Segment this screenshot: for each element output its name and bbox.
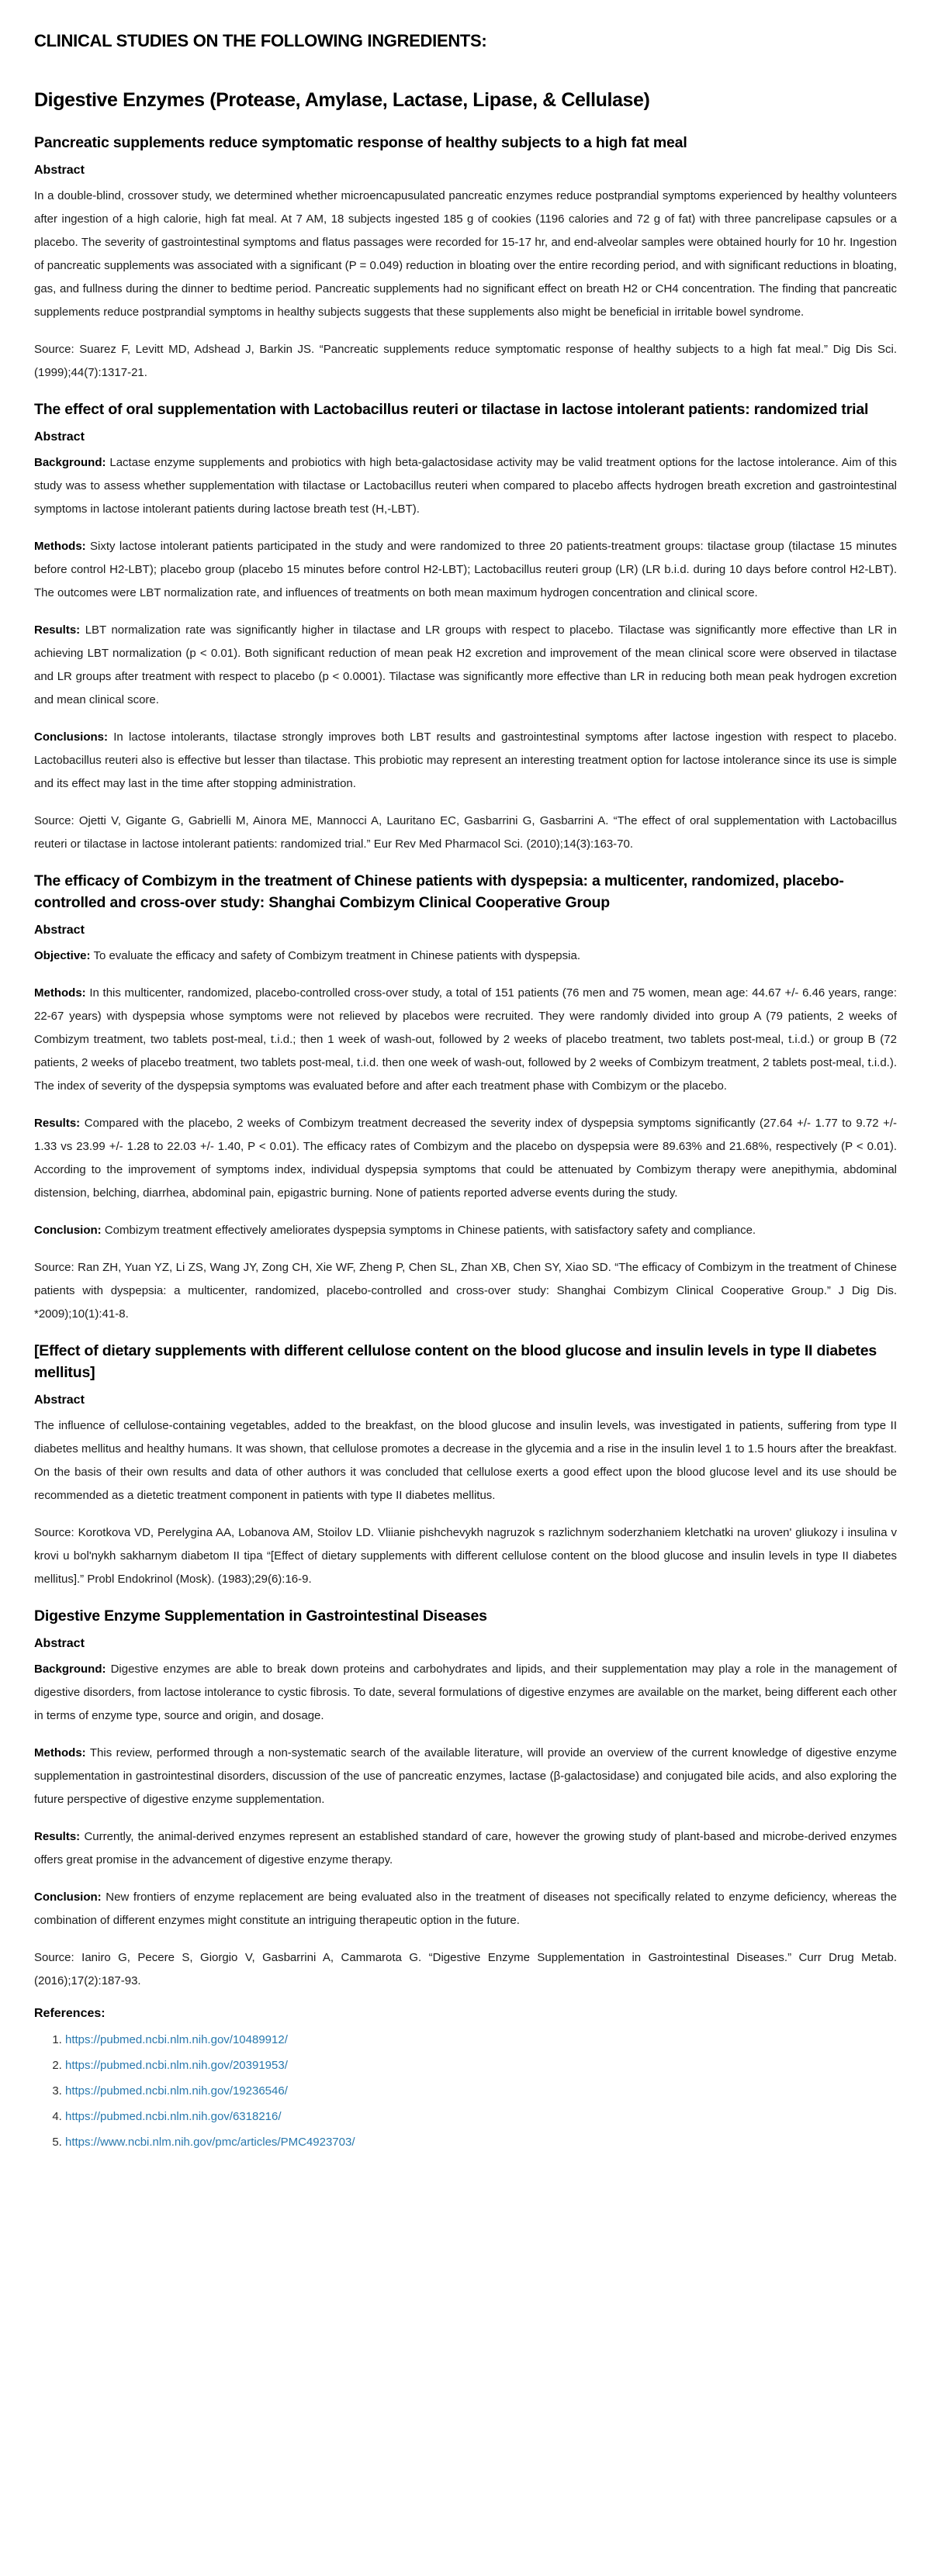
abstract-paragraph bbox=[34, 1112, 897, 1205]
source-citation: Source: Korotkova VD, Perelygina AA, Lobanova AM, Stoilov LD. Vliianie pishchevykh nagruzok s razlichnym soderzhaniem kletchatki na uroven' gliukozy i insulina v krovi u bol'nykh sakharnym diabetom II tipa “[Effect of dietary supplements with different cellulose content on the blood glucose and insulin levels in type II diabetes mellitus].” Probl Endokrinol (Mosk). (1983);29(6):16-9. bbox=[34, 1526, 897, 1586]
abstract-label: Abstract bbox=[34, 164, 85, 177]
abstract-paragraph bbox=[34, 619, 897, 712]
paragraph-text: Combizym treatment effectively ameliorates dyspepsia symptoms in Chinese patients, with satisfactory safety and compliance. bbox=[104, 1224, 756, 1237]
study-section-pancreatic bbox=[34, 132, 897, 385]
paragraph-text: In this multicenter, randomized, placebo-controlled cross-over study, a total of 151 patients (76 men and 75 women, mean age: 44.67 +/- 6.46 years, range: 22-67 years) with dyspepsia whose symptoms were not relieved by placebos were recruited. They were randomly divided into group A (79 patients, 2 weeks of Combizym treatment, two tablets post-meal, t.i.d.; then 1 week of wash-out, followed by 2 weeks of placebo treatment, two tablets post-meal, t.i.d.) or group B (72 patients, 2 weeks of placebo treatment, two tablets post-meal, t.i.d. then one week of wash-out, followed by 2 weeks of Combizym treatment, 2 tablets post-meal, t.i.d.). The index of severity of the dyspepsia symptoms was evaluated before and after each treatment phase with Combizym or the placebo. bbox=[34, 986, 897, 1093]
paragraph-label: Background: bbox=[34, 456, 106, 469]
paragraph-label: Results: bbox=[34, 1830, 81, 1843]
reference-item bbox=[65, 2129, 897, 2155]
paragraph-text: In lactose intolerants, tilactase strongly improves both LBT results and gastrointestinal symptoms after lactose ingestion with respect to placebo. Lactobacillus reuteri also is effective but lesser than tilactase. This probiotic may represent an interesting treatment option for lactose intolerance since its use is simple and its effect may last in the time after stopping administration. bbox=[34, 730, 897, 790]
study-title: [Effect of dietary supplements with different cellulose content on the blood glucose and insulin levels in type II diabetes mellitus] bbox=[34, 1342, 877, 1381]
paragraph-label: Methods: bbox=[34, 986, 86, 1000]
abstract-paragraph bbox=[34, 535, 897, 605]
abstract-label: Abstract bbox=[34, 1393, 85, 1407]
study-section-lactobacillus bbox=[34, 399, 897, 856]
abstract-paragraph bbox=[34, 1886, 897, 1932]
paragraph-label: Conclusion: bbox=[34, 1891, 102, 1904]
paragraph-text: Digestive enzymes are able to break down proteins and carbohydrates and lipids, and their supplementation may play a role in the management of digestive disorders, from lactose intolerance to cystic fibrosis. To date, several formulations of digestive enzymes are available on the market, being different each other in terms of enzyme type, source and origin, and dosage. bbox=[34, 1663, 897, 1722]
paragraph-label: Results: bbox=[34, 623, 81, 637]
paragraph-text: This review, performed through a non-systematic search of the available literature, will provide an overview of the current knowledge of digestive enzyme supplementation in gastrointestinal disorders, discussion of the use of pancreatic enzymes, lactase (β-galactosidase) and conjugated bile acids, and also exploring the future perspective of digestive enzyme supplementation. bbox=[34, 1746, 897, 1806]
abstract-paragraph bbox=[34, 1658, 897, 1728]
source-citation: Source: Suarez F, Levitt MD, Adshead J, Barkin JS. “Pancreatic supplements reduce symptomatic response of healthy subjects to a high fat meal.” Dig Dis Sci. (1999);44(7):1317-21. bbox=[34, 343, 897, 379]
reference-link[interactable]: https://pubmed.ncbi.nlm.nih.gov/10489912/ bbox=[65, 2033, 288, 2046]
category-heading: Digestive Enzymes (Protease, Amylase, Lactase, Lipase, & Cellulase) bbox=[34, 89, 650, 111]
abstract-label: Abstract bbox=[34, 1637, 85, 1650]
paragraph-text: To evaluate the efficacy and safety of Combizym treatment in Chinese patients with dyspepsia. bbox=[93, 949, 580, 962]
paragraph-text: New frontiers of enzyme replacement are being evaluated also in the treatment of diseases not specifically related to enzyme deficiency, whereas the combination of different enzymes might constitute an intriguing therapeutic option in the future. bbox=[34, 1891, 898, 1927]
abstract-paragraph bbox=[34, 1825, 897, 1872]
study-title: Digestive Enzyme Supplementation in Gastrointestinal Diseases bbox=[34, 1607, 487, 1625]
study-title: Pancreatic supplements reduce symptomatic response of healthy subjects to a high fat meal bbox=[34, 134, 687, 151]
abstract-label: Abstract bbox=[34, 924, 85, 937]
paragraph-label: Conclusions: bbox=[34, 730, 109, 744]
abstract-paragraph bbox=[34, 726, 897, 796]
reference-link[interactable]: https://pubmed.ncbi.nlm.nih.gov/19236546/ bbox=[65, 2084, 288, 2098]
paragraph-label: Results: bbox=[34, 1117, 81, 1130]
source-citation: Source: Ianiro G, Pecere S, Giorgio V, Gasbarrini A, Cammarota G. “Digestive Enzyme Supplementation in Gastrointestinal Diseases.” Curr Drug Metab. (2016);17(2):187-93. bbox=[34, 1951, 897, 1987]
reference-item bbox=[65, 2104, 897, 2129]
paragraph-text: The influence of cellulose-containing vegetables, added to the breakfast, on the blood glucose and insulin levels, was investigated in patients, suffering from type II diabetes mellitus and healthy humans. It was shown, that cellulose promotes a decrease in the glycemia and a rise in the insulin level 1 to 1.5 hours after the breakfast. On the basis of their own results and data of other authors it was concluded that cellulose exerts a good effect upon the blood glucose level and its use should be recommended as a dietetic treatment component in patients with type II diabetes mellitus. bbox=[34, 1419, 897, 1502]
page-title: CLINICAL STUDIES ON THE FOLLOWING INGREDIENTS: bbox=[34, 31, 487, 50]
study-title: The efficacy of Combizym in the treatment of Chinese patients with dyspepsia: a multicenter, randomized, placebo-controlled and cross-over study: Shanghai Combizym Clinical Cooperative Group bbox=[34, 872, 844, 911]
references-heading: References: bbox=[34, 2007, 106, 2020]
abstract-paragraph bbox=[34, 982, 897, 1098]
paragraph-text: Lactase enzyme supplements and probiotics with high beta-galactosidase activity may be valid treatment options for the lactose intolerance. Aim of this study was to assess whether supplementation with tilactase or Lactobacillus reuteri when compared to placebo affects hydrogen breath excretion and gastrointestinal symptoms in lactose intolerant patients during lactose breath test (H,-LBT). bbox=[34, 456, 898, 516]
source-citation: Source: Ojetti V, Gigante G, Gabrielli M, Ainora ME, Mannocci A, Lauritano EC, Gasbarrini G, Gasbarrini A. “The effect of oral supplementation with Lactobacillus reuteri or tilactase in lactose intolerant patients: randomized trial.” Eur Rev Med Pharmacol Sci. (2010);14(3):163-70. bbox=[34, 814, 897, 851]
study-section-cellulose bbox=[34, 1340, 897, 1591]
abstract-paragraph bbox=[34, 944, 897, 968]
paragraph-text: In a double-blind, crossover study, we determined whether microencapusulated pancreatic enzymes reduce postprandial symptoms experienced by healthy volunteers after ingestion of a high calorie, high fat meal. At 7 AM, 18 subjects ingested 185 g of cookies (1196 calories and 72 g of fat) with three pancrelipase capsules or a placebo. The severity of gastrointestinal symptoms and flatus passages were recorded for 15-17 hr, and end-alveolar samples were obtained hourly for 10 hr. Ingestion of pancreatic supplements was associated with a significant (P = 0.049) reduction in bloating over the entire recording period, and with significant reductions in bloating, gas, and fullness during the dinner to bedtime period. Pancreatic supplements had no significant effect on breath H2 or CH4 concentration. The finding that pancreatic supplements reduce postprandial symptoms in healthy subjects suggests that these supplements also might be beneficial in irritable bowel syndrome. bbox=[34, 189, 897, 319]
paragraph-text: LBT normalization rate was significantly higher in tilactase and LR groups with respect to placebo. Tilactase was significantly more effective than LR in achieving LBT normalization (p < 0.01). Both significant reduction of mean peak H2 excretion and improvement of the mean clinical score were observed in tilactase and LR groups after treatment with respect to placebo (p < 0.0001). Tilactase was significantly more effective than LR in reducing both mean peak hydrogen excretion and mean clinical score. bbox=[34, 623, 898, 706]
abstract-label: Abstract bbox=[34, 430, 85, 444]
reference-link[interactable]: https://pubmed.ncbi.nlm.nih.gov/20391953/ bbox=[65, 2059, 288, 2072]
source-citation: Source: Ran ZH, Yuan YZ, Li ZS, Wang JY, Zong CH, Xie WF, Zheng P, Chen SL, Zhan XB, Chen SY, Xiao SD. “The efficacy of Combizym in the treatment of Chinese patients with dyspepsia: a multicenter, randomized, placebo-controlled and cross-over study: Shanghai Combizym Clinical Cooperative Group.” J Dig Dis. *2009);10(1):41-8. bbox=[34, 1261, 897, 1321]
reference-item bbox=[65, 2027, 897, 2053]
paragraph-text: Compared with the placebo, 2 weeks of Combizym treatment decreased the severity index of dyspepsia symptoms significantly (27.64 +/- 1.77 to 9.72 +/- 1.33 vs 23.99 +/- 1.28 to 22.03 +/- 1.40, P < 0.01). The efficacy rates of Combizym and the placebo on dyspepsia were 89.63% and 21.68%, respectively (P < 0.01). According to the improvement of symptoms index, individual dyspepsia symptoms that could be attenuated by Combizym therapy were anepithymia, abdominal distension, belching, diarrhea, abdominal pain, epigastric burning. None of patients reported adverse events during the study. bbox=[34, 1117, 897, 1200]
paragraph-text: Currently, the animal-derived enzymes represent an established standard of care, however the growing study of plant-based and microbe-derived enzymes offers great promise in the advancement of digestive enzyme therapy. bbox=[34, 1830, 898, 1866]
paragraph-label: Background: bbox=[34, 1663, 106, 1676]
study-section-enzyme-supplementation bbox=[34, 1605, 897, 1993]
paragraph-text: Sixty lactose intolerant patients participated in the study and were randomized to three 20 patients-treatment groups: tilactase group (tilactase 15 minutes before control H2-LBT); placebo group (placebo 15 minutes before control H2-LBT); Lactobacillus reuteri group (LR) (LR b.i.d. during 10 days before control H2-LBT). The outcomes were LBT normalization rate, and influences of treatments on both mean maximum hydrogen concentration and clinical score. bbox=[34, 540, 897, 599]
paragraph-label: Objective: bbox=[34, 949, 91, 962]
abstract-paragraph bbox=[34, 1414, 897, 1507]
abstract-paragraph bbox=[34, 451, 897, 521]
abstract-paragraph bbox=[34, 185, 897, 324]
study-title: The effect of oral supplementation with Lactobacillus reuteri or tilactase in lactose intolerant patients: randomized trial bbox=[34, 401, 869, 418]
abstract-paragraph bbox=[34, 1219, 897, 1242]
reference-link[interactable]: https://www.ncbi.nlm.nih.gov/pmc/articles/PMC4923703/ bbox=[65, 2136, 355, 2149]
study-section-combizym bbox=[34, 870, 897, 1326]
reference-item bbox=[65, 2053, 897, 2078]
reference-link[interactable]: https://pubmed.ncbi.nlm.nih.gov/6318216/ bbox=[65, 2110, 282, 2123]
reference-item bbox=[65, 2078, 897, 2104]
references-list bbox=[34, 2027, 897, 2155]
paragraph-label: Methods: bbox=[34, 540, 86, 553]
paragraph-label: Conclusion: bbox=[34, 1224, 102, 1237]
abstract-paragraph bbox=[34, 1742, 897, 1811]
paragraph-label: Methods: bbox=[34, 1746, 86, 1759]
